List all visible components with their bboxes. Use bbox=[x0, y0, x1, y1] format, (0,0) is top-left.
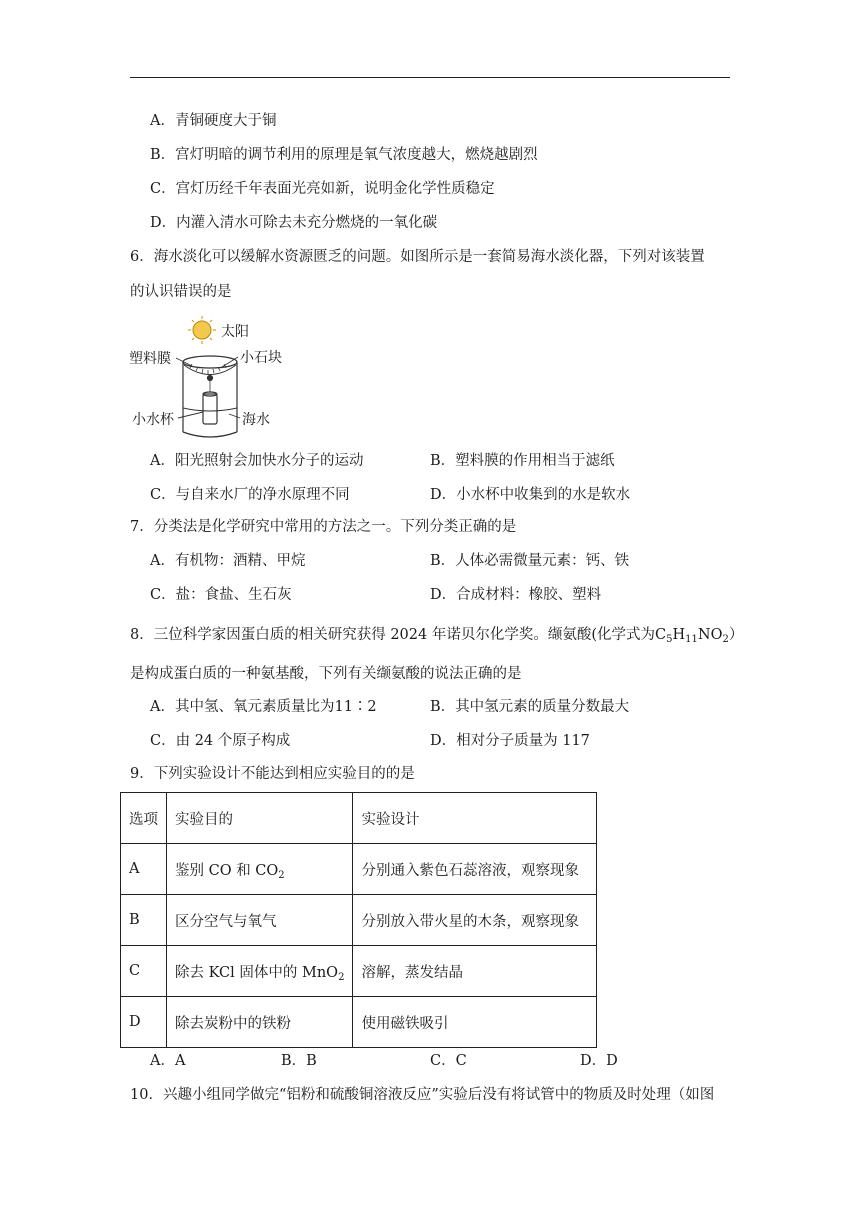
q6-option-d: D．小水杯中收集到的水是软水 bbox=[430, 487, 631, 503]
row-design: 使用磁铁吸引 bbox=[353, 997, 597, 1048]
table-header-row bbox=[121, 793, 597, 844]
experiment-table bbox=[120, 792, 597, 1048]
q5-option-a: A．青铜硬度大于铜 bbox=[150, 113, 277, 129]
container-icon bbox=[176, 356, 240, 437]
q9-stem: 9．下列实验设计不能达到相应实验目的的是 bbox=[130, 766, 415, 782]
formula-h-sub: 11 bbox=[685, 634, 698, 645]
q8-option-d: D．相对分子质量为 117 bbox=[430, 733, 590, 749]
row-purpose: 除去 KCl 固体中的 MnO$_2$ bbox=[167, 946, 353, 997]
q8-option-c: C．由 24 个原子构成 bbox=[150, 733, 291, 749]
q5-option-b: B．宫灯明暗的调节利用的原理是氧气浓度越大，燃烧越剧烈 bbox=[150, 147, 538, 163]
q6-stem-line1: 6．海水淡化可以缓解水资源匮乏的问题。如图所示是一套简易海水淡化器，下列对该装置 bbox=[130, 249, 705, 265]
row-design: 分别通入紫色石蕊溶液，观察现象 bbox=[353, 844, 597, 895]
q9-option-d: D．D bbox=[580, 1053, 618, 1069]
q6-option-a: A．阳光照射会加快水分子的运动 bbox=[150, 453, 364, 469]
row-purpose: 除去炭粉中的铁粉 bbox=[167, 997, 353, 1048]
q9-option-b: B．B bbox=[281, 1053, 317, 1069]
q9-option-a: A．A bbox=[150, 1053, 186, 1069]
row-option: C bbox=[121, 946, 167, 997]
row-option: A bbox=[121, 844, 167, 895]
row-purpose: 区分空气与氧气 bbox=[167, 895, 353, 946]
formula-c: C bbox=[655, 627, 667, 643]
q8-stem-text: 8．三位科学家因蛋白质的相关研究获得 2024 年诺贝尔化学奖。缬氨酸(化学式为 bbox=[130, 627, 655, 643]
row-option: D bbox=[121, 997, 167, 1048]
desalination-apparatus-drawing bbox=[0, 0, 860, 460]
row-design: 分别放入带火星的木条，观察现象 bbox=[353, 895, 597, 946]
q8-option-b: B．其中氢元素的质量分数最大 bbox=[430, 699, 630, 715]
table-row bbox=[121, 946, 597, 997]
formula-h: H bbox=[672, 627, 686, 643]
q7-stem: 7．分类法是化学研究中常用的方法之一。下列分类正确的是 bbox=[130, 519, 517, 535]
small-cup-label: 小水杯 bbox=[132, 412, 174, 428]
q6-option-b: B．塑料膜的作用相当于滤纸 bbox=[430, 453, 615, 469]
q10-stem: 10．兴趣小组同学做完“铝粉和硫酸铜溶液反应”实验后没有将试管中的物质及时处理（如图 bbox=[130, 1087, 715, 1103]
header-design: 实验设计 bbox=[353, 793, 597, 844]
row-option: B bbox=[121, 895, 167, 946]
header-purpose: 实验目的 bbox=[167, 793, 353, 844]
seawater-label: 海水 bbox=[242, 412, 270, 428]
q7-option-b: B．人体必需微量元素：钙、铁 bbox=[430, 553, 630, 569]
plastic-film-label: 塑料膜 bbox=[129, 351, 171, 367]
q6-stem-line2: 的认识错误的是 bbox=[130, 284, 232, 300]
sun-label: 太阳 bbox=[221, 324, 249, 340]
small-stone-label: 小石块 bbox=[240, 350, 282, 366]
header-option: 选项 bbox=[121, 793, 167, 844]
row-purpose: 鉴别 CO 和 $CO_2$ bbox=[167, 844, 353, 895]
q8-stem-close: ） bbox=[728, 627, 744, 643]
row-design: 溶解，蒸发结晶 bbox=[353, 946, 597, 997]
formula-c-sub: 5 bbox=[666, 634, 673, 645]
formula-no-sub: 2 bbox=[722, 634, 729, 645]
q5-option-d: D．内灌入清水可除去未充分燃烧的一氧化碳 bbox=[150, 215, 438, 231]
table-row bbox=[121, 997, 597, 1048]
q7-option-d: D．合成材料：橡胶、塑料 bbox=[430, 587, 602, 603]
q8-option-a: A．其中氢、氧元素质量比为11∶2 bbox=[150, 699, 377, 715]
q5-option-c: C．宫灯历经千年表面光亮如新，说明金化学性质稳定 bbox=[150, 181, 495, 197]
q7-option-c: C．盐：食盐、生石灰 bbox=[150, 587, 292, 603]
sun-icon bbox=[188, 316, 216, 344]
q8-stem-line2: 是构成蛋白质的一种氨基酸，下列有关缬氨酸的说法正确的是 bbox=[130, 666, 522, 682]
table-row bbox=[121, 895, 597, 946]
q7-option-a: A．有机物：酒精、甲烷 bbox=[150, 553, 306, 569]
table-row bbox=[121, 844, 597, 895]
q9-option-c: C．C bbox=[430, 1053, 467, 1069]
q6-option-c: C．与自来水厂的净水原理不同 bbox=[150, 487, 350, 503]
q8-stem-line1 bbox=[130, 625, 743, 645]
formula-no: NO bbox=[697, 627, 723, 643]
